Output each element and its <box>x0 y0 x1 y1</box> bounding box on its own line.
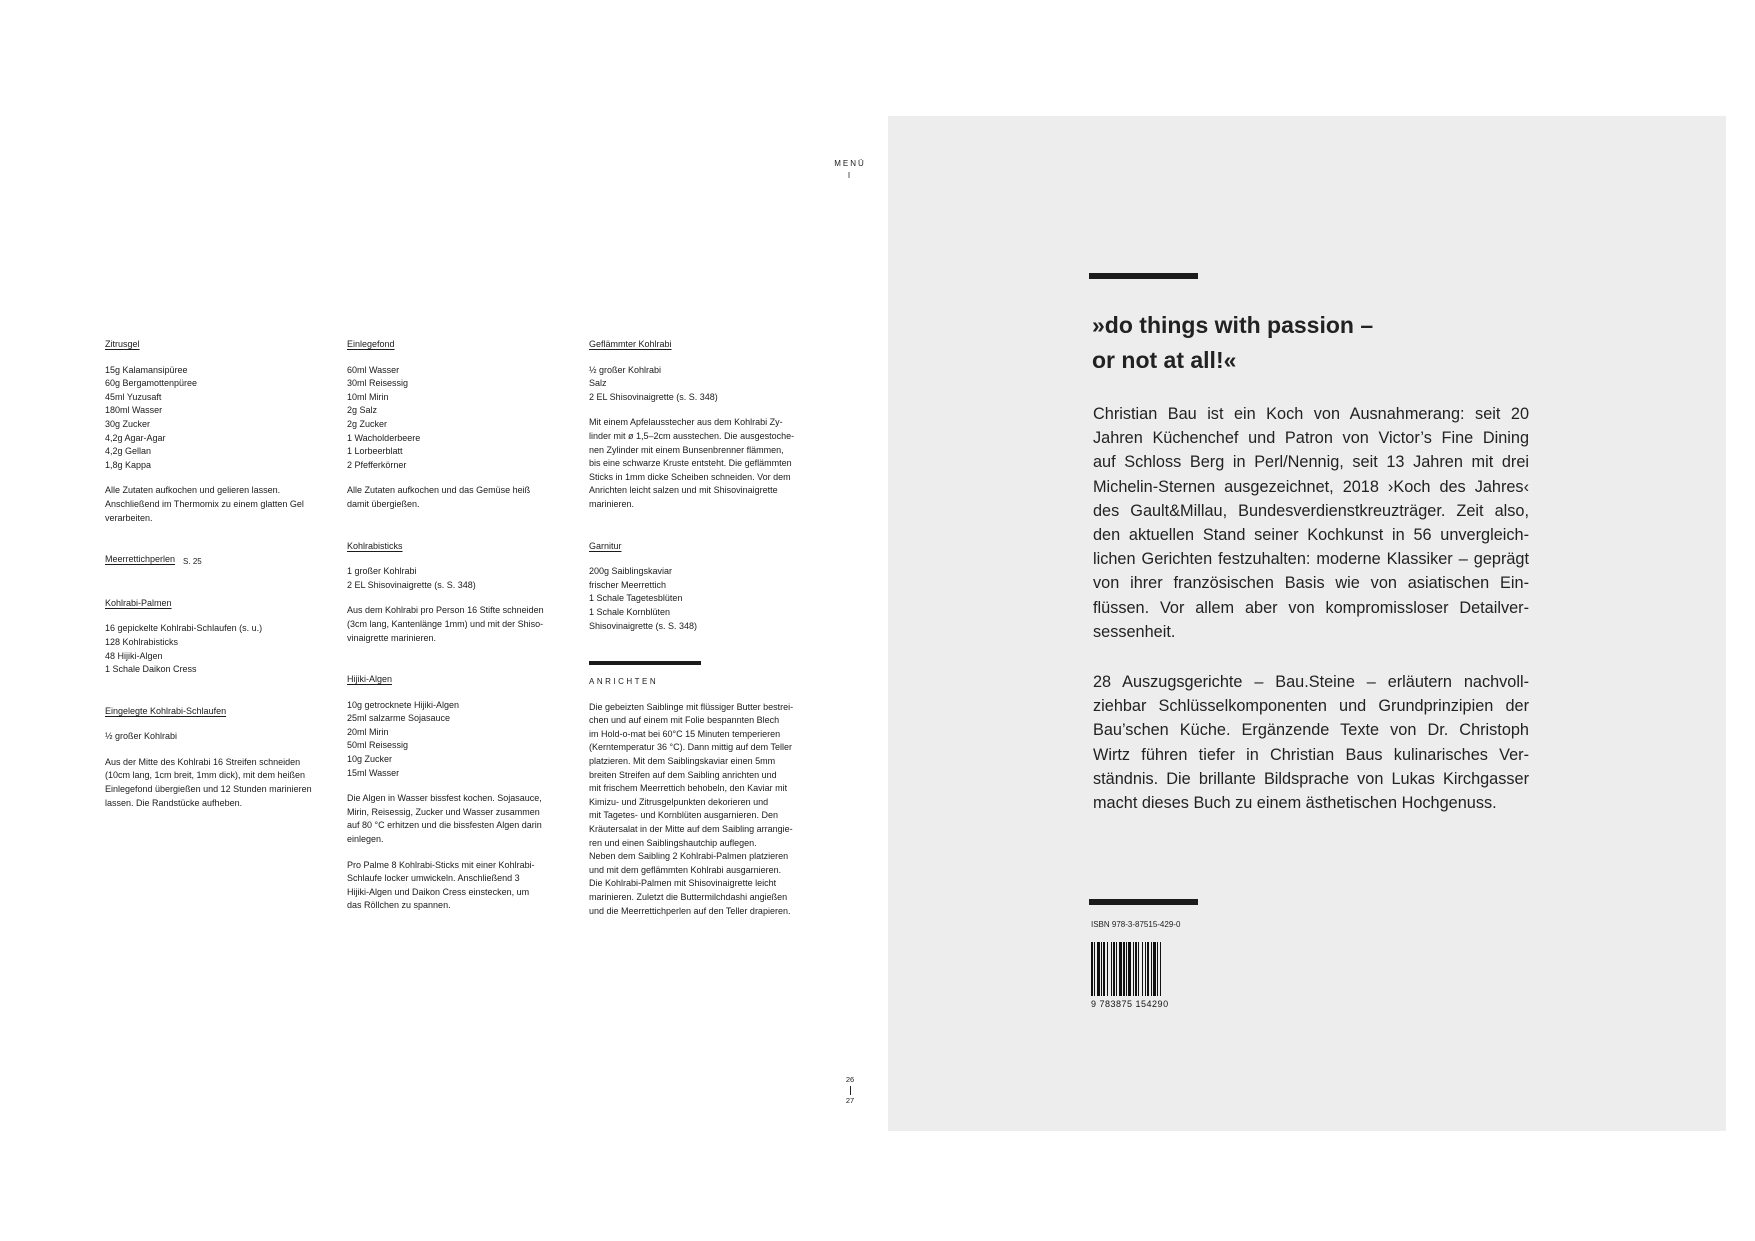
recipe-heading: Garnitur <box>589 540 622 551</box>
page-number-divider <box>850 1086 851 1095</box>
barcode-number: 9 783875 154290 <box>1091 999 1169 1009</box>
back-cover-panel <box>888 116 1726 1131</box>
recipe-meerrettichperlen <box>105 553 337 569</box>
text-line: 30ml Reisessig <box>347 378 409 389</box>
recipe-kohlrabi-palmen <box>105 597 337 677</box>
text-line: damit übergießen. <box>347 498 420 509</box>
recipe-heading: Eingelegte Kohlrabi-Schlaufen <box>105 705 227 716</box>
text-line: 200g Saiblingskaviar <box>589 566 673 577</box>
text-line: (Kerntemperatur 36 °C). Dann mittig auf dem Teller <box>589 742 793 753</box>
text-line: Mit einem Apfelausstecher aus dem Kohlrabi Zy- <box>589 417 783 428</box>
recipe-heading: Meerrettichperlen S. 25 <box>105 553 337 569</box>
text-line: Kimizu- und Zitrusgelpunkten dekorieren und <box>589 796 769 807</box>
text-line: 10g getrocknete Hijiki-Algen <box>347 699 460 710</box>
text-line: 4,2g Gellan <box>105 446 152 457</box>
ingredient-list <box>589 565 821 633</box>
text-line: 48 Hijiki-Algen <box>105 650 163 661</box>
text-line: Einlegefond übergießen und 12 Stunden marinieren <box>105 784 312 795</box>
recipe-zitrusgel <box>105 338 337 525</box>
text-line: 1 Wacholderbeere <box>347 432 421 443</box>
text-line: 60ml Wasser <box>347 364 400 375</box>
text-line: Alle Zutaten aufkochen und das Gemüse heiß <box>347 485 531 496</box>
text-line: ren und einen Saiblingshautchip auflegen. <box>589 837 757 848</box>
text-line: im Hold-o-mat bei 60°C 15 Minuten temperieren <box>589 728 781 739</box>
recipe-column-2 <box>347 338 577 913</box>
ingredient-list <box>105 364 337 473</box>
text-line: Aus dem Kohlrabi pro Person 16 Stifte schneiden <box>347 605 544 616</box>
text-line: Mirin, Reisessig, Zucker und Wasser zusammen <box>347 806 540 817</box>
recipe-kohlrabisticks <box>347 540 577 646</box>
text-line: nen Zylinder mit einem Bunsenbrenner flämmen, <box>589 444 784 455</box>
method-text <box>347 792 577 846</box>
ingredient-list <box>347 364 577 473</box>
text-line: 2g Salz <box>347 405 378 416</box>
text-line: frischer Meerrettich <box>589 579 667 590</box>
recipe-eingelegte-schlaufen <box>105 705 337 811</box>
text-line: linder mit ø 1,5–2cm ausstechen. Die ausgestoche- <box>589 430 795 441</box>
text-line: 1,8g Kappa <box>105 459 152 470</box>
text-line: Shisovinaigrette (s. S. 348) <box>589 620 698 631</box>
ingredient-list <box>347 565 577 592</box>
text-line: flüssen. Vor allem aber von kompromissloser Detailver- <box>1093 598 1529 617</box>
text-line: ständnis. Die brillante Bildsprache von Lukas Kirchgasser <box>1093 769 1529 788</box>
bottom-rule <box>1089 899 1198 905</box>
page-number-right: 27 <box>845 1096 855 1105</box>
method-text <box>105 484 337 525</box>
text-line: ½ großer Kohlrabi <box>105 731 178 742</box>
recipe-column-1 <box>105 338 337 810</box>
top-rule <box>1089 273 1198 279</box>
text-line: 1 Schale Tagetesblüten <box>589 593 683 604</box>
recipe-column-3 <box>589 338 821 918</box>
text-line: 15ml Wasser <box>347 767 400 778</box>
page-numbers <box>835 1075 865 1106</box>
text-line: macht dieses Buch zu einem ästhetischen Hochgenuss. <box>1093 794 1497 813</box>
recipe-heading: Einlegefond <box>347 339 395 349</box>
recipe-garnitur <box>589 540 821 634</box>
text-line: bis eine schwarze Kruste entsteht. Die geflämmten <box>589 458 792 469</box>
text-line: und die Meerrettichperlen auf den Teller drapieren. <box>589 905 791 916</box>
text-line: (10cm lang, 1cm breit, 1mm dick), mit dem heißen <box>105 770 306 781</box>
ingredient-list <box>589 364 821 405</box>
text-line: 2 EL Shisovinaigrette (s. S. 348) <box>589 391 718 402</box>
blurb-paragraph-2 <box>1093 670 1529 815</box>
method-text <box>347 859 577 913</box>
text-line: Anrichten leicht salzen und mit Shisovinaigrette <box>589 485 778 496</box>
ingredient-list <box>105 730 337 744</box>
recipe-heading: Zitrusgel <box>105 339 140 349</box>
text-line: Neben dem Saibling 2 Kohlrabi-Palmen platzieren <box>589 851 789 862</box>
text-line: Hijiki-Algen und Daikon Cress einstecken, um <box>347 886 530 897</box>
text-line: 28 Auszugsgerichte – Bau.Steine – erläutern nachvoll- <box>1093 673 1529 691</box>
text-line: vinaigrette marinieren. <box>347 632 437 643</box>
text-line: »do things with passion – <box>1092 312 1374 338</box>
text-line: verarbeiten. <box>105 512 153 523</box>
recipe-heading: Kohlrabisticks <box>347 540 403 551</box>
text-line: (3cm lang, Kantenlänge 1mm) und mit der Shiso- <box>347 618 544 629</box>
text-line: Anschließend im Thermomix zu einem glatten Gel <box>105 498 304 509</box>
text-line: 2g Zucker <box>347 418 388 429</box>
text-line: Die Algen in Wasser bissfest kochen. Sojasauce, <box>347 793 542 804</box>
text-line: 1 großer Kohlrabi <box>347 566 417 577</box>
text-line: 45ml Yuzusaft <box>105 391 162 402</box>
text-line: den aktuellen Stand seiner Kochkunst in 56 unvergleich- <box>1093 526 1529 545</box>
text-line: platzieren. Mit dem Saiblingskaviar einen 5mm <box>589 756 776 767</box>
text-line: Kräutersalat in der Mitte auf dem Saibling arrangie- <box>589 824 793 835</box>
recipe-geflaemmter-kohlrabi <box>589 338 821 512</box>
method-text <box>347 604 577 645</box>
text-line: Jahren Küchenchef und Patron von Victor’s Fine Dining <box>1093 429 1529 448</box>
text-line: marinieren. Zuletzt die Buttermilchdashi angießen <box>589 892 788 902</box>
ingredient-list <box>105 622 337 676</box>
text-line: 10g Zucker <box>347 754 393 765</box>
text-line: Pro Palme 8 Kohlrabi-Sticks mit einer Kohlrabi- <box>347 859 535 870</box>
text-line: 50ml Reisessig <box>347 740 409 751</box>
text-line: Wirtz führen tiefer in Christian Baus kulinarisches Ver- <box>1093 745 1529 764</box>
text-line: Die Kohlrabi-Palmen mit Shisovinaigrette leicht <box>589 878 777 889</box>
text-line: sessenheit. <box>1093 622 1176 641</box>
text-line: des Gault&Millau, Bundesverdienstkreuzträger. Zeit also, <box>1093 501 1529 520</box>
text-line: 20ml Mirin <box>347 726 389 737</box>
method-text <box>589 701 821 919</box>
text-line: 2 Pfefferkörner <box>347 459 407 470</box>
isbn-text: ISBN 978-3-87515-429-0 <box>1091 920 1181 929</box>
method-text <box>347 484 577 511</box>
text-line: auf Schloss Berg in Perl/Nennig, seit 13 Jahren mit drei <box>1093 453 1529 472</box>
text-line: von ihrer französischen Basis wie von asiatischen Ein- <box>1093 574 1529 593</box>
text-line: Die gebeizten Saiblinge mit flüssiger Butter bestrei- <box>589 701 794 712</box>
text-line: 60g Bergamottenpüree <box>105 378 198 389</box>
recipe-heading: Kohlrabi-Palmen <box>105 597 172 608</box>
text-line: 15g Kalamansipüree <box>105 364 188 375</box>
text-line: marinieren. <box>589 498 635 509</box>
text-line: das Röllchen zu spannen. <box>347 900 451 911</box>
text-line: Salz <box>589 378 607 389</box>
text-line: 1 Lorbeerblatt <box>347 446 403 457</box>
section-heading: ANRICHTEN <box>589 677 659 687</box>
text-line: Christian Bau ist ein Koch von Ausnahmerang: seit 20 <box>1093 405 1529 423</box>
text-line: ½ großer Kohlrabi <box>589 364 662 375</box>
text-line: ziehbar Schlüsselkomponenten und Grundprinzipien der <box>1093 697 1529 716</box>
text-line: Schlaufe locker umwickeln. Anschließend 3 <box>347 873 520 884</box>
text-line: Alle Zutaten aufkochen und gelieren lassen. <box>105 485 281 496</box>
text-line: lichen Gerichten festzuhalten: moderne Klassiker – geprägt <box>1093 550 1529 569</box>
text-line: 10ml Mirin <box>347 391 389 402</box>
text-line: Bau’schen Küche. Ergänzende Texte von Dr. Christoph <box>1093 721 1529 740</box>
text-line: 180ml Wasser <box>105 405 163 416</box>
blurb-paragraph-1 <box>1093 402 1529 644</box>
text-line: chen und auf einem mit Folie bespannten Blech <box>589 715 780 726</box>
text-line: 4,2g Agar-Agar <box>105 432 166 443</box>
text-line: Aus der Mitte des Kohlrabi 16 Streifen schneiden <box>105 756 301 767</box>
text-line: breiten Streifen auf dem Saibling anrichten und <box>589 769 777 780</box>
text-line: einlegen. <box>347 834 384 845</box>
recipe-einlegefond <box>347 338 577 512</box>
cover-quote <box>1092 308 1472 378</box>
recipe-heading: Geflämmter Kohlrabi <box>589 339 672 349</box>
text-line: 128 Kohlrabisticks <box>105 636 179 647</box>
recipe-heading: Hijiki-Algen <box>347 674 393 685</box>
text-line: und mit dem geflämmten Kohlrabi ausgarnieren. <box>589 864 782 875</box>
text-line: Sticks in 1mm dicke Scheiben schneiden. Vor dem <box>589 471 791 482</box>
text-line: or not at all!« <box>1092 347 1237 373</box>
text-line: 1 Schale Daikon Cress <box>105 664 197 675</box>
text-line: Michelin-Sternen ausgezeichnet, 2018 ›Koch des Jahres‹ <box>1093 477 1529 496</box>
text-line: 2 EL Shisovinaigrette (s. S. 348) <box>347 579 476 590</box>
method-text <box>105 756 337 810</box>
text-line: auf 80 °C erhitzen und die bissfesten Algen darin <box>347 820 542 831</box>
text-line: mit Tagetes- und Kornblüten ausgarnieren. Den <box>589 810 778 821</box>
menu-label: MENÜ I <box>834 159 866 180</box>
section-rule <box>589 661 701 665</box>
text-line: 25ml salzarme Sojasauce <box>347 713 451 724</box>
text-line: mit frischem Meerrettich behobeln, den Kaviar mit <box>589 783 788 794</box>
text-line: 1 Schale Kornblüten <box>589 606 671 617</box>
text-line: 30g Zucker <box>105 418 151 429</box>
barcode-icon <box>1091 942 1189 1004</box>
text-line: 16 gepickelte Kohlrabi-Schlaufen (s. u.) <box>105 623 263 634</box>
text-line: lassen. Die Randstücke aufheben. <box>105 797 243 808</box>
section-anrichten <box>589 661 821 918</box>
method-text <box>589 416 821 511</box>
ingredient-list <box>347 699 577 781</box>
page-reference: S. 25 <box>183 557 202 567</box>
recipe-hijiki-algen <box>347 673 577 913</box>
page-number-left: 26 <box>845 1075 855 1084</box>
